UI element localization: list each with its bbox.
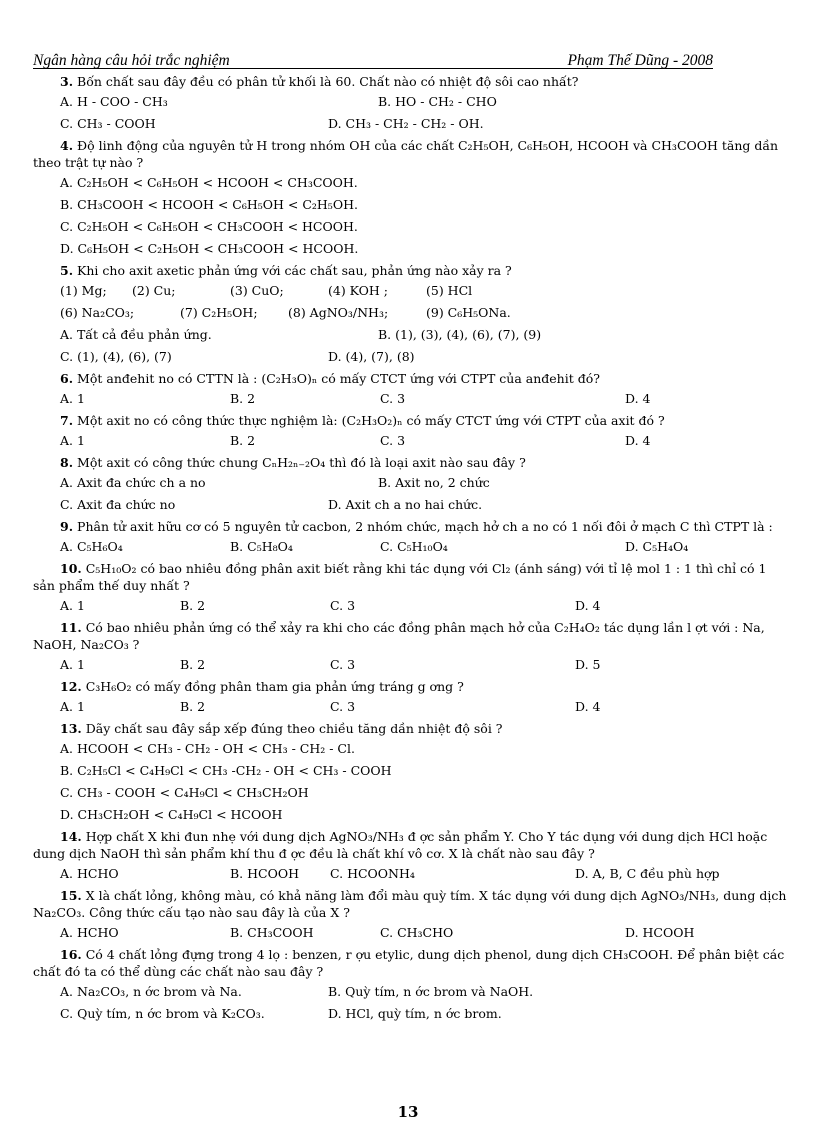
question-number: 12. — [60, 679, 82, 694]
question-text: Có bao nhiêu phản ứng có thể xảy ra khi cho các đồng phân mạch hở của C₂H₄O₂ tác dụng lần l ợt với : Na, NaOH, Na₂CO₃ ? — [33, 620, 765, 652]
answer-option: D. CH₃ - CH₂ - CH₂ - OH. — [328, 116, 484, 131]
answer-row — [60, 493, 790, 515]
answer-option: C. Quỳ tím, n ớc brom và K₂CO₃. — [60, 1006, 265, 1021]
question-text: Một anđehit no có CTTN là : (C₂H₃O)ₙ có mấy CTCT ứng với CTPT của anđehit đó? — [77, 371, 600, 386]
question — [33, 560, 790, 594]
answer-option: A. 1 — [60, 699, 85, 714]
answer-option: B. 2 — [230, 391, 256, 406]
question — [33, 137, 790, 171]
question-number: 10. — [60, 561, 82, 576]
answer-option: D. 5 — [575, 657, 601, 672]
answer-row — [60, 301, 790, 323]
answer-option: B. 2 — [180, 598, 206, 613]
answer-row — [60, 980, 790, 1002]
answer-option: C. 3 — [380, 433, 406, 448]
answer-option: A. 1 — [60, 433, 85, 448]
question-number: 7. — [60, 413, 74, 428]
answer-option: A. H - COO - CH₃ — [60, 94, 168, 109]
answer-option: B. 2 — [180, 699, 206, 714]
answer-option: D. HCOOH — [625, 925, 695, 940]
answer-option: D. A, B, C đều phù hợp — [575, 866, 720, 881]
header-rule — [33, 68, 713, 69]
header-right: Phạm Thế Dũng - 2008 — [567, 52, 713, 69]
question-text: Khi cho axit axetic phản ứng với các chất sau, phản ứng nào xảy ra ? — [77, 263, 512, 278]
answer-row — [60, 345, 790, 367]
question-text: Độ linh động của nguyên tử H trong nhóm OH của các chất C₂H₅OH, C₆H₅OH, HCOOH và CH₃COOH tăng dần theo trật tự nào ? — [33, 138, 779, 170]
answer-option: (3) CuO; — [230, 283, 284, 298]
question — [33, 887, 790, 921]
answer-option: C. 3 — [380, 391, 406, 406]
answer-option: A. Tất cả đều phản ứng. — [60, 327, 212, 342]
question — [60, 454, 790, 471]
answer-option: C. 3 — [330, 657, 356, 672]
answer-option: A. C₅H₆O₄ — [60, 539, 123, 554]
question-number: 11. — [60, 620, 82, 635]
question-number: 13. — [60, 721, 82, 736]
answer-option: C. C₂H₅OH < C₆H₅OH < CH₃COOH < HCOOH. — [60, 219, 358, 234]
question-number: 8. — [60, 455, 74, 470]
answer-option: A. Na₂CO₃, n ớc brom và Na. — [60, 984, 242, 999]
question — [60, 720, 790, 737]
answer-row — [60, 535, 790, 557]
answer-option: C. HCOONH₄ — [330, 866, 415, 881]
answer-option: B. HO - CH₂ - CHO — [378, 94, 497, 109]
answer-option: A. 1 — [60, 598, 85, 613]
question — [60, 412, 790, 429]
answer-row — [60, 471, 790, 493]
answer-option: D. 4 — [575, 699, 601, 714]
question-number: 6. — [60, 371, 74, 386]
answer-option: A. HCHO — [60, 925, 119, 940]
question-number: 3. — [60, 74, 74, 89]
answer-option: C. C₅H₁₀O₄ — [380, 539, 448, 554]
answer-option: (4) KOH ; — [328, 283, 389, 298]
answer-option: A. 1 — [60, 391, 85, 406]
answer-option: C. CH₃ - COOH — [60, 116, 156, 131]
answer-option: D. Axit ch a no hai chức. — [328, 497, 483, 512]
answer-row — [60, 387, 790, 409]
answer-option: A. HCOOH < CH₃ - CH₂ - OH < CH₃ - CH₂ - Cl. — [60, 741, 355, 756]
answer-option: B. 2 — [230, 433, 256, 448]
question — [33, 518, 790, 535]
answer-option: (2) Cu; — [132, 283, 176, 298]
question-text: C₃H₆O₂ có mấy đồng phân tham gia phản ứng tráng g ơng ? — [85, 679, 464, 694]
question-number: 5. — [60, 263, 74, 278]
answer-option: D. 4 — [575, 598, 601, 613]
question-number: 14. — [60, 829, 82, 844]
question-text: Một axit có công thức chung CₙH₂ₙ₋₂O₄ thì đó là loại axit nào sau đây ? — [77, 455, 526, 470]
question-number: 16. — [60, 947, 82, 962]
answer-option: A. Axit đa chức ch a no — [60, 475, 206, 490]
answer-option: C. (1), (4), (6), (7) — [60, 349, 172, 364]
answer-option: (1) Mg; — [60, 283, 107, 298]
answer-row — [60, 429, 790, 451]
question-list — [33, 70, 790, 1024]
question-text: Có 4 chất lỏng đựng trong 4 lọ : benzen, r ợu etylic, dung dịch phenol, dung dịch CH₃COOH. Để phân biệt các chất đó ta có thể dùng các chất nào sau đây ? — [33, 947, 785, 979]
header-left: Ngân hàng câu hỏi trắc nghiệm — [33, 52, 230, 69]
answer-option: A. HCHO — [60, 866, 119, 881]
question — [33, 828, 790, 862]
answer-option: B. Axit no, 2 chức — [378, 475, 490, 490]
answer-option: B. HCOOH — [230, 866, 299, 881]
answer-row — [60, 921, 790, 943]
answer-row — [60, 653, 790, 675]
answer-row — [60, 695, 790, 717]
question-number: 15. — [60, 888, 82, 903]
answer-option: B. CH₃COOH — [230, 925, 314, 940]
answer-row — [60, 862, 790, 884]
answer-option: B. (1), (3), (4), (6), (7), (9) — [378, 327, 542, 342]
question-text: Bốn chất sau đây đều có phân tử khối là 60. Chất nào có nhiệt độ sôi cao nhất? — [77, 74, 579, 89]
question — [60, 262, 790, 279]
answer-option: A. 1 — [60, 657, 85, 672]
question-number: 9. — [60, 519, 74, 534]
question — [33, 946, 790, 980]
answer-row — [60, 90, 790, 112]
answer-option: C. 3 — [330, 699, 356, 714]
answer-option: B. 2 — [180, 657, 206, 672]
question-text: Phân tử axit hữu cơ có 5 nguyên tử cacbon, 2 nhóm chức, mạch hở ch a no có 1 nối đôi ở mạch C thì CTPT là : — [77, 519, 773, 534]
answer-row — [60, 279, 790, 301]
answer-option: D. 4 — [625, 433, 651, 448]
question-text: Dãy chất sau đây sắp xếp đúng theo chiều tăng dần nhiệt độ sôi ? — [85, 721, 503, 736]
question-text: X là chất lỏng, không màu, có khả năng làm đổi màu quỳ tím. X tác dụng với dung dịch AgNO₃/NH₃, dung dịch Na₂CO₃. Công thức cấu tạo nào sau đây là của X ? — [33, 888, 787, 920]
question-number: 4. — [60, 138, 74, 153]
answer-option: D. 4 — [625, 391, 651, 406]
answer-option: A. C₂H₅OH < C₆H₅OH < HCOOH < CH₃COOH. — [60, 175, 358, 190]
answer-option: B. Quỳ tím, n ớc brom và NaOH. — [328, 984, 534, 999]
question — [60, 73, 790, 90]
answer-option: D. HCl, quỳ tím, n ớc brom. — [328, 1006, 502, 1021]
answer-row — [60, 323, 790, 345]
answer-option: (8) AgNO₃/NH₃; — [288, 305, 389, 320]
answer-option: B. C₅H₈O₄ — [230, 539, 293, 554]
answer-row — [60, 594, 790, 616]
question-text: C₅H₁₀O₂ có bao nhiêu đồng phân axit biết rằng khi tác dụng với Cl₂ (ánh sáng) với tỉ lệ mol 1 : 1 thì chỉ có 1 sản phẩm thế duy nhất ? — [33, 561, 767, 593]
answer-option: D. C₆H₅OH < C₂H₅OH < CH₃COOH < HCOOH. — [60, 241, 359, 256]
answer-option: B. C₂H₅Cl < C₄H₉Cl < CH₃ -CH₂ - OH < CH₃ - COOH — [60, 763, 392, 778]
answer-option: B. CH₃COOH < HCOOH < C₆H₅OH < C₂H₅OH. — [60, 197, 358, 212]
answer-option: (9) C₆H₅ONa. — [426, 305, 511, 320]
question — [60, 678, 790, 695]
answer-option: C. Axit đa chức no — [60, 497, 176, 512]
question — [60, 370, 790, 387]
question-text: Một axit no có công thức thực nghiệm là: (C₂H₃O₂)ₙ có mấy CTCT ứng với CTPT của axit đó ? — [77, 413, 665, 428]
answer-option: (5) HCl — [426, 283, 473, 298]
question — [33, 619, 790, 653]
page-number: 13 — [397, 1103, 419, 1121]
question-text: Hợp chất X khi đun nhẹ với dung dịch AgNO₃/NH₃ đ ợc sản phẩm Y. Cho Y tác dụng với dung dịch HCl hoặc dung dịch NaOH thì sản phẩm khí thu đ ợc đều là chất khí vô cơ. X là chất nào sau đây ? — [33, 829, 768, 861]
answer-option: C. 3 — [330, 598, 356, 613]
answer-row — [60, 112, 790, 134]
answer-option: D. C₅H₄O₄ — [625, 539, 689, 554]
answer-option: C. CH₃ - COOH < C₄H₉Cl < CH₃CH₂OH — [60, 785, 309, 800]
answer-option: (6) Na₂CO₃; — [60, 305, 135, 320]
answer-option: D. (4), (7), (8) — [328, 349, 415, 364]
answer-row — [60, 1002, 790, 1024]
answer-option: (7) C₂H₅OH; — [180, 305, 258, 320]
answer-option: D. CH₃CH₂OH < C₄H₉Cl < HCOOH — [60, 807, 283, 822]
answer-option: C. CH₃CHO — [380, 925, 454, 940]
